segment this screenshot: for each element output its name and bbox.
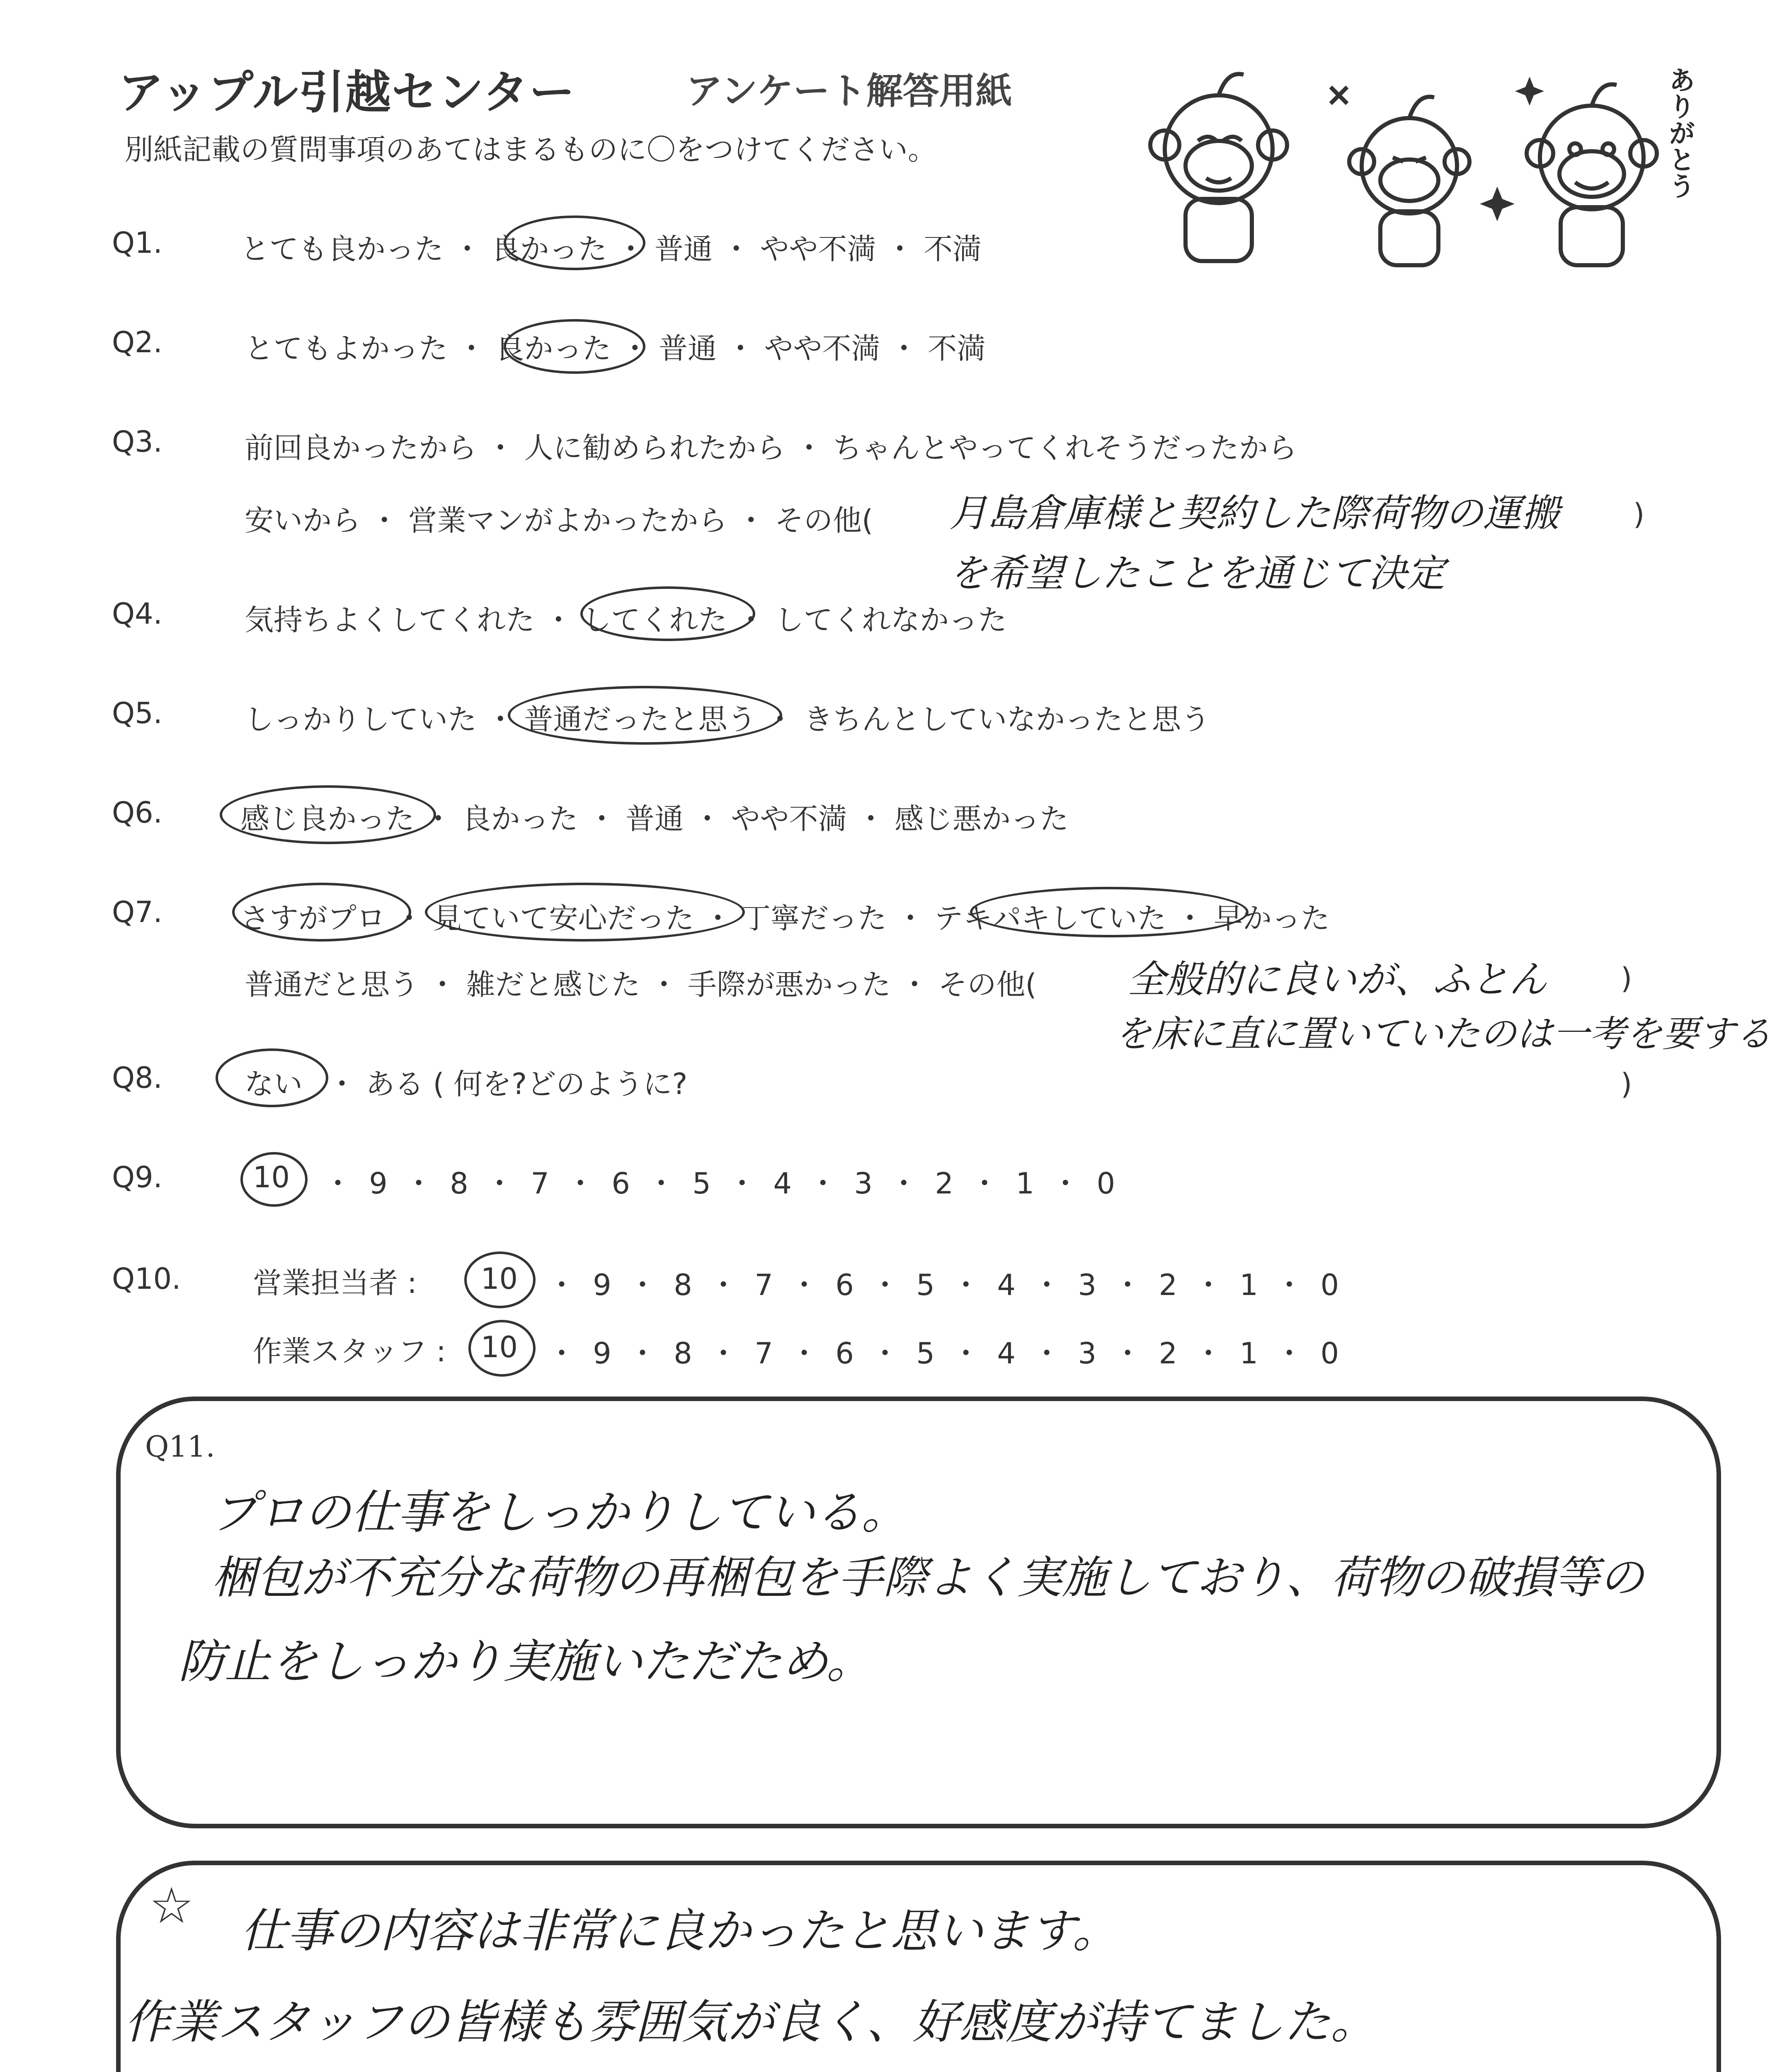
q10-sales-label: 営業担当者 : [253,1266,417,1300]
q4-option-3[interactable]: してくれなかった [775,603,1007,637]
q1-label: Q1. [112,226,162,260]
q7-option-3[interactable]: 丁寧だった [742,901,887,935]
q3-label: Q3. [112,425,162,459]
free-comment-line-1: 仕事の内容は非常に良かったと思います。 [240,1904,1119,1958]
q5-option-1[interactable]: しっかりしていた [245,702,477,736]
q8-option-some[interactable]: ・ ある ( 何を?どのように? [327,1067,688,1101]
q5-option-3[interactable]: きちんとしていなかったと思う [804,702,1210,736]
q3-other-answer-1: 月島倉庫様と契約した際荷物の運搬 [949,491,1560,535]
q11-label: Q11. [145,1430,215,1464]
q10-staff-circle [468,1320,536,1377]
q11-answer-line-1: プロの仕事をしっかりしている。 [211,1486,908,1539]
q10-staff-label: 作業スタッフ : [253,1334,446,1368]
free-comment-line-2: 作業スタッフの皆様も雰囲気が良く、好感度が持てました。 [124,1995,1377,2049]
mascot-svg [1136,62,1700,278]
q4-option-2[interactable]: してくれた [582,603,727,637]
q4-label: Q4. [112,597,162,631]
q10-sales-scale: ・ 9 ・ 8 ・ 7 ・ 6 ・ 5 ・ 4 ・ 3 ・ 2 ・ 1 ・ 0 [547,1268,1339,1302]
monkey-mascot-illustration [1136,62,1700,278]
q1-selection-circle [504,215,645,270]
q1-option-4[interactable]: やや不満 [760,232,876,266]
q7-option-4[interactable]: テキパキしていた [934,901,1166,935]
q6-option-1[interactable]: 感じ良かった [240,802,415,836]
q6-option-4[interactable]: やや不満 [731,802,847,836]
q4-selection-circle [580,586,755,641]
q3-other-answer-2: を希望したことを通じて決定 [949,551,1445,595]
q6-selection-circle [220,785,436,844]
q6-option-3[interactable]: 普通 [626,802,684,836]
q2-options: とてもよかった ・ 良かった ・ 普通 ・ やや不満 ・ 不満 [245,332,986,366]
q7-line2: 普通だと思う ・ 雑だと感じた ・ 手際が悪かった ・ その他( [245,968,1037,1002]
q7-selection-circle-2 [425,883,745,942]
q4-option-1[interactable]: 気持ちよくしてくれた [245,603,535,637]
q10-sales-selected[interactable]: 10 [481,1262,518,1296]
q7-selection-circle-1 [232,883,411,942]
q1-options: とても良かった ・ 良かった ・ 普通 ・ やや不満 ・ 不満 [240,232,982,266]
q10-staff-scale: ・ 9 ・ 8 ・ 7 ・ 6 ・ 5 ・ 4 ・ 3 ・ 2 ・ 1 ・ 0 [547,1336,1339,1370]
q7-other-answer-2: を床に直に置いていたのは一考を要する [1115,1012,1772,1055]
form-title: アンケート解答用紙 [686,70,1012,112]
q2-selection-circle [504,319,645,374]
q1-option-2[interactable]: 良かった [491,232,607,266]
q1-option-5[interactable]: 不満 [924,232,982,266]
q6-option-2[interactable]: 良かった [462,802,578,836]
q2-option-3[interactable]: 普通 [659,332,717,366]
q10-sales-circle [464,1251,536,1308]
q2-option-2[interactable]: 良かった [495,332,611,366]
q6-label: Q6. [112,796,162,830]
q7-option-1[interactable]: さすがプロ [240,901,385,935]
q2-option-1[interactable]: とてもよかった [245,332,448,366]
q5-selection-circle [508,686,782,745]
q7-options: さすがプロ ・ 見ていて安心だった ・ 丁寧だった ・ テキパキしていた ・ 早かった [240,901,1330,935]
q5-options: しっかりしていた ・ 普通だったと思う ・ きちんとしていなかったと思う [245,702,1210,736]
q2-option-4[interactable]: やや不満 [764,332,880,366]
q10-label: Q10. [112,1262,181,1296]
q6-option-5[interactable]: 感じ悪かった [895,802,1069,836]
q5-label: Q5. [112,696,162,730]
q7-close-paren: ) [1621,961,1632,995]
q7-option-2[interactable]: 見ていて安心だった [433,901,694,935]
mascot-caption: ありがとう [1664,66,1695,199]
q9-selected[interactable]: 10 [253,1160,290,1194]
company-title: アップル引越センター [118,66,576,119]
q10-staff-selected[interactable]: 10 [481,1330,518,1364]
q11-answer-line-3: 防止をしっかり実施いただため。 [178,1635,873,1689]
q2-option-5[interactable]: 不満 [928,332,986,366]
q7-other-answer-1: 全般的に良いが、ふとん [1127,957,1547,1002]
instruction-text: 別紙記載の質問事項のあてはまるものに〇をつけてください。 [124,133,937,167]
q9-selection-circle [240,1152,308,1207]
q4-options: 気持ちよくしてくれた ・ してくれた ・ してくれなかった [245,603,1007,637]
q3-close-paren: ) [1633,497,1645,531]
q6-options: 感じ良かった ・ 良かった ・ 普通 ・ やや不満 ・ 感じ悪かった [240,802,1069,836]
q3-line1: 前回良かったから ・ 人に勧められたから ・ ちゃんとやってくれそうだったから [245,431,1297,465]
q2-label: Q2. [112,325,162,359]
star-icon: ☆ [149,1877,194,1935]
q5-option-2[interactable]: 普通だったと思う [524,702,756,736]
q8-selection-circle [216,1048,328,1107]
q8-label: Q8. [112,1061,162,1095]
q9-label: Q9. [112,1160,162,1194]
q8-close-paren: ) [1621,1067,1632,1101]
q9-scale: ・ 9 ・ 8 ・ 7 ・ 6 ・ 5 ・ 4 ・ 3 ・ 2 ・ 1 ・ 0 [323,1167,1115,1201]
q7-option-5[interactable]: 早かった [1214,901,1330,935]
q8-option-none[interactable]: ない [245,1067,303,1101]
q11-comment-box[interactable] [116,1397,1721,1828]
q3-line2: 安いから ・ 営業マンがよかったから ・ その他( [245,503,873,537]
q7-selection-circle-3 [970,887,1249,937]
q11-answer-line-2: 梱包が不充分な荷物の再梱包を手際よく実施しており、荷物の破損等の [211,1552,1644,1604]
q7-label: Q7. [112,895,162,929]
q1-option-1[interactable]: とても良かった [240,232,444,266]
q1-option-3[interactable]: 普通 [655,232,713,266]
